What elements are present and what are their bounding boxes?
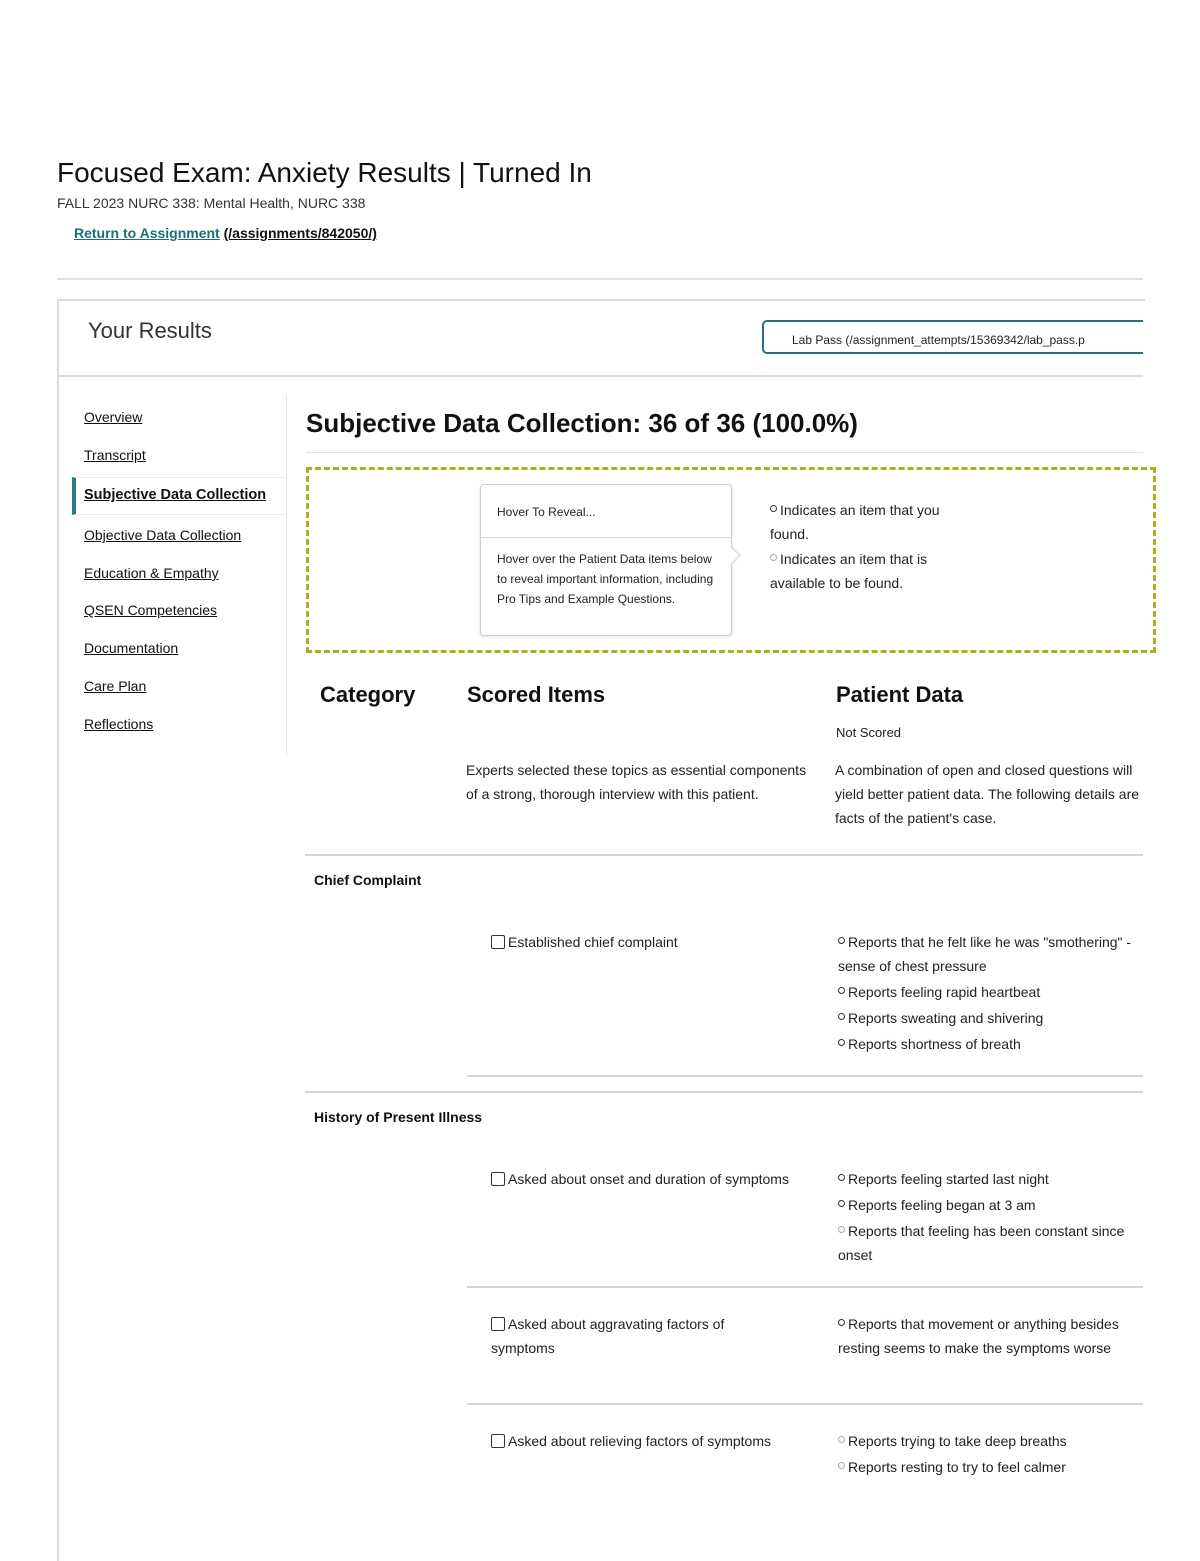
available-dot-icon [838,1462,845,1469]
patient-data-item[interactable] [838,1006,1138,1030]
page-title: Focused Exam: Anxiety Results | Turned In [57,157,592,188]
checkbox-icon [491,1317,505,1331]
found-dot-icon [838,1039,845,1046]
category-history-of-present-illness: History of Present Illness [314,1109,483,1125]
available-dot-icon [838,1226,845,1233]
legend-found [770,498,950,546]
patient-data-text: Reports that feeling has been constant since onset [838,1223,1125,1263]
patient-data-text: Reports shortness of breath [848,1036,1021,1052]
sidebar-item-care-plan[interactable]: Care Plan [84,678,147,694]
available-dot-icon [770,554,777,561]
column-header-category: Category [320,682,416,707]
patient-data-text: Reports that he felt like he was "smothering" - sense of chest pressure [838,934,1132,974]
results-header-divider [59,375,1143,377]
header-divider [57,278,1143,280]
tooltip-divider [481,537,731,538]
patient-data-item[interactable] [838,1455,1138,1479]
scored-item-label: Established chief complaint [508,934,678,950]
item-divider [467,1075,1143,1077]
sidebar-item-education-empathy[interactable]: Education & Empathy [84,565,219,581]
found-dot-icon [770,505,777,512]
scored-item [491,930,791,954]
legend-available-text: Indicates an item that is available to be found. [770,551,928,591]
patient-data-text: Reports that movement or anything besides resting seems to make the symptoms worse [838,1316,1119,1356]
column-header-scored-items: Scored Items [467,682,606,707]
legend-found-text: Indicates an item that you found. [770,502,940,542]
found-dot-icon [838,1319,845,1326]
found-dot-icon [838,987,845,994]
sidebar-item-subjective-data-collection[interactable]: Subjective Data Collection [84,487,267,503]
sidebar-item-documentation[interactable]: Documentation [84,640,179,656]
sidebar-item-overview[interactable]: Overview [84,409,143,425]
patient-data-item[interactable] [838,1193,1138,1217]
scored-item [491,1167,791,1191]
patient-data-text: Reports feeling rapid heartbeat [848,984,1041,1000]
scored-item-label: Asked about relieving factors of symptoms [508,1433,772,1449]
patient-data-text: Reports resting to try to feel calmer [848,1459,1066,1475]
checkbox-icon [491,1172,505,1186]
category-divider [305,1091,1143,1093]
results-title: Your Results [88,318,212,343]
scored-item-label: Asked about aggravating factors of symptoms [491,1316,725,1356]
tooltip-body: Hover over the Patient Data items below to reveal important information, including Pro Tips and Example Questions. [497,552,714,606]
patient-data-text: Reports sweating and shivering [848,1010,1044,1026]
sidebar-item-reflections[interactable]: Reflections [84,716,154,732]
legend-available [770,547,950,595]
patient-data-text: Reports feeling began at 3 am [848,1197,1036,1213]
patient-data-item[interactable] [838,1429,1138,1453]
category-divider [305,854,1143,856]
found-dot-icon [838,937,845,944]
return-link-text[interactable]: Return to Assignment [74,225,220,241]
not-scored-label: Not Scored [836,725,902,740]
tooltip-heading: Hover To Reveal... [497,505,596,519]
patient-data-list [838,1312,1138,1362]
checkbox-icon [491,935,505,949]
sidebar-item-objective-data-collection[interactable]: Objective Data Collection [84,527,242,543]
patient-data-item[interactable] [838,1312,1138,1360]
hover-tooltip-card [480,484,732,636]
patient-data-description: A combination of open and closed questions will yield better patient data. The following details are facts of the patient's case. [835,762,1140,826]
category-chief-complaint: Chief Complaint [314,872,422,888]
return-link-url[interactable]: (/assignments/842050/) [223,225,377,241]
section-title-divider [306,452,1143,453]
section-title: Subjective Data Collection: 36 of 36 (100.0%) [306,408,858,438]
item-divider [467,1403,1143,1405]
scored-item-label: Asked about onset and duration of symptoms [508,1171,789,1187]
sidebar-item-transcript[interactable]: Transcript [84,447,146,463]
found-dot-icon [838,1174,845,1181]
found-dot-icon [838,1200,845,1207]
patient-data-text: Reports trying to take deep breaths [848,1433,1067,1449]
available-dot-icon [838,1436,845,1443]
patient-data-list [838,930,1138,1058]
column-header-patient-data: Patient Data [836,682,964,707]
scored-item [491,1312,791,1360]
patient-data-item[interactable] [838,930,1138,978]
course-subtitle: FALL 2023 NURC 338: Mental Health, NURC 338 [57,195,366,211]
item-divider [467,1286,1143,1288]
scored-item [491,1429,791,1453]
patient-data-text: Reports feeling started last night [848,1171,1049,1187]
checkbox-icon [491,1434,505,1448]
patient-data-item[interactable] [838,1219,1138,1267]
return-to-assignment-link[interactable] [74,225,377,241]
patient-data-list [838,1167,1138,1269]
patient-data-list [838,1429,1138,1481]
patient-data-item[interactable] [838,1032,1138,1056]
sidebar-nav [72,395,287,755]
patient-data-item[interactable] [838,980,1138,1004]
scored-items-description: Experts selected these topics as essential components of a strong, thorough interview with this patient. [466,762,807,802]
sidebar-item-qsen-competencies[interactable]: QSEN Competencies [84,602,218,618]
lab-pass-button[interactable]: Lab Pass (/assignment_attempts/15369342/lab_pass.p [762,320,1143,354]
patient-data-item[interactable] [838,1167,1138,1191]
found-dot-icon [838,1013,845,1020]
